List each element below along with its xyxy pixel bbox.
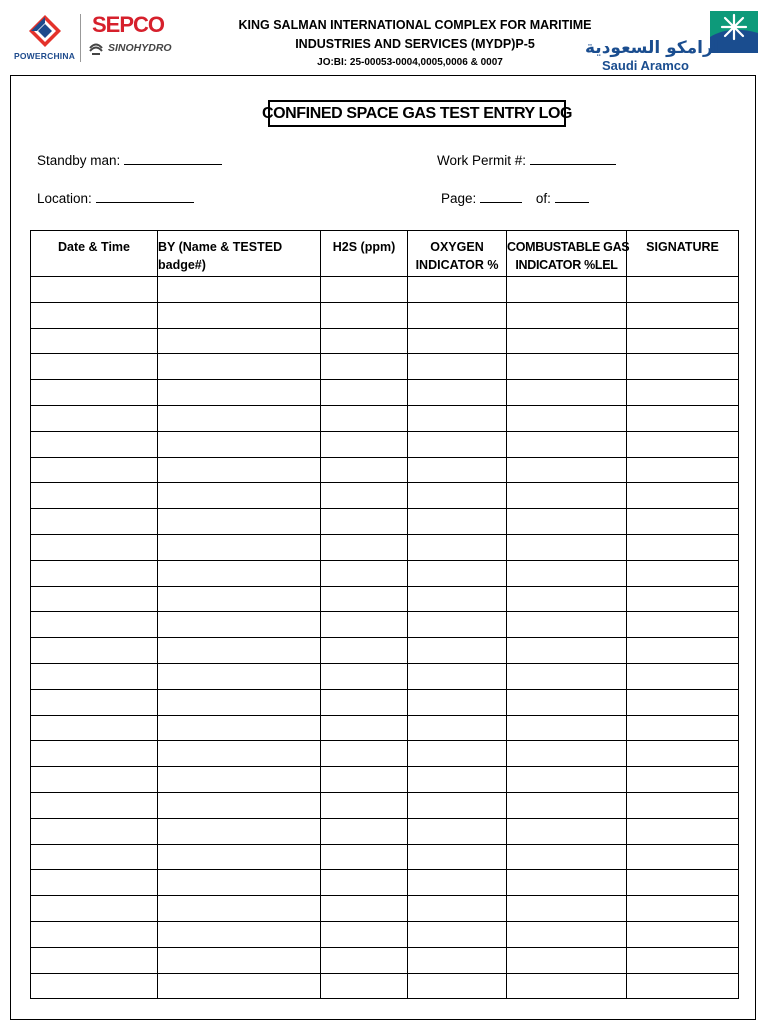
cell-h2s[interactable]: [321, 973, 408, 999]
cell-date-time[interactable]: [31, 431, 158, 457]
cell-date-time[interactable]: [31, 792, 158, 818]
cell-combustable-gas[interactable]: [507, 457, 627, 483]
cell-date-time[interactable]: [31, 380, 158, 406]
cell-oxygen[interactable]: [408, 586, 507, 612]
cell-signature[interactable]: [627, 612, 739, 638]
table-row: [31, 715, 739, 741]
cell-h2s[interactable]: [321, 896, 408, 922]
cell-date-time[interactable]: [31, 560, 158, 586]
cell-combustable-gas[interactable]: [507, 405, 627, 431]
cell-h2s[interactable]: [321, 767, 408, 793]
cell-oxygen[interactable]: [408, 921, 507, 947]
cell-tested-by[interactable]: [158, 457, 321, 483]
cell-signature[interactable]: [627, 431, 739, 457]
cell-date-time[interactable]: [31, 534, 158, 560]
cell-tested-by[interactable]: [158, 560, 321, 586]
cell-oxygen[interactable]: [408, 663, 507, 689]
cell-h2s[interactable]: [321, 328, 408, 354]
header-h2s: H2S (ppm): [321, 231, 408, 277]
cell-combustable-gas[interactable]: [507, 560, 627, 586]
cell-oxygen[interactable]: [408, 380, 507, 406]
cell-combustable-gas[interactable]: [507, 328, 627, 354]
table-row: [31, 792, 739, 818]
sepco-label: SEPCO: [92, 12, 165, 37]
cell-tested-by[interactable]: [158, 663, 321, 689]
cell-oxygen[interactable]: [408, 844, 507, 870]
cell-oxygen[interactable]: [408, 534, 507, 560]
cell-tested-by[interactable]: [158, 715, 321, 741]
aramco-latin-name: Saudi Aramco: [602, 58, 689, 73]
table-row: [31, 509, 739, 535]
table-row: [31, 612, 739, 638]
cell-signature[interactable]: [627, 405, 739, 431]
cell-h2s[interactable]: [321, 638, 408, 664]
cell-date-time[interactable]: [31, 483, 158, 509]
cell-oxygen[interactable]: [408, 431, 507, 457]
cell-combustable-gas[interactable]: [507, 431, 627, 457]
document-header: [0, 0, 768, 75]
standby-man-blank[interactable]: [124, 152, 222, 165]
cell-tested-by[interactable]: [158, 509, 321, 535]
table-row: [31, 380, 739, 406]
cell-tested-by[interactable]: [158, 870, 321, 896]
cell-h2s[interactable]: [321, 818, 408, 844]
cell-h2s[interactable]: [321, 612, 408, 638]
of-label: of:: [535, 191, 551, 206]
cell-h2s[interactable]: [321, 741, 408, 767]
cell-h2s[interactable]: [321, 947, 408, 973]
cell-signature[interactable]: [627, 380, 739, 406]
cell-h2s[interactable]: [321, 483, 408, 509]
cell-tested-by[interactable]: [158, 818, 321, 844]
table-row: [31, 870, 739, 896]
cell-oxygen[interactable]: [408, 973, 507, 999]
cell-combustable-gas[interactable]: [507, 663, 627, 689]
table-row: [31, 457, 739, 483]
cell-tested-by[interactable]: [158, 380, 321, 406]
cell-tested-by[interactable]: [158, 431, 321, 457]
cell-signature[interactable]: [627, 277, 739, 303]
cell-signature[interactable]: [627, 896, 739, 922]
cell-date-time[interactable]: [31, 947, 158, 973]
table-row: [31, 638, 739, 664]
cell-combustable-gas[interactable]: [507, 689, 627, 715]
location-blank[interactable]: [96, 190, 194, 203]
cell-signature[interactable]: [627, 818, 739, 844]
cell-tested-by[interactable]: [158, 405, 321, 431]
cell-date-time[interactable]: [31, 277, 158, 303]
sinohydro-label: SINOHYDRO: [108, 42, 172, 54]
table-row: [31, 844, 739, 870]
cell-tested-by[interactable]: [158, 534, 321, 560]
cell-tested-by[interactable]: [158, 947, 321, 973]
standby-man-field: [37, 152, 222, 168]
sepco-logo: [88, 12, 172, 62]
table-row: [31, 405, 739, 431]
cell-signature[interactable]: [627, 509, 739, 535]
cell-signature[interactable]: [627, 483, 739, 509]
cell-h2s[interactable]: [321, 405, 408, 431]
cell-combustable-gas[interactable]: [507, 741, 627, 767]
project-title-line2: INDUSTRIES AND SERVICES (MYDP)P-5: [295, 37, 535, 51]
cell-signature[interactable]: [627, 844, 739, 870]
cell-h2s[interactable]: [321, 302, 408, 328]
cell-combustable-gas[interactable]: [507, 921, 627, 947]
powerchina-logo: [14, 14, 76, 64]
cell-date-time[interactable]: [31, 896, 158, 922]
header-date-time: Date & Time: [31, 231, 158, 277]
cell-date-time[interactable]: [31, 689, 158, 715]
table-row: [31, 302, 739, 328]
table-row: [31, 534, 739, 560]
table-row: [31, 663, 739, 689]
cell-h2s[interactable]: [321, 844, 408, 870]
cell-h2s[interactable]: [321, 870, 408, 896]
page-field: [441, 190, 589, 206]
cell-oxygen[interactable]: [408, 483, 507, 509]
table-row: [31, 818, 739, 844]
cell-combustable-gas[interactable]: [507, 534, 627, 560]
table-row: [31, 741, 739, 767]
cell-signature[interactable]: [627, 870, 739, 896]
cell-combustable-gas[interactable]: [507, 612, 627, 638]
cell-h2s[interactable]: [321, 663, 408, 689]
cell-signature[interactable]: [627, 534, 739, 560]
cell-oxygen[interactable]: [408, 638, 507, 664]
cell-oxygen[interactable]: [408, 509, 507, 535]
cell-oxygen[interactable]: [408, 405, 507, 431]
cell-oxygen[interactable]: [408, 354, 507, 380]
cell-oxygen[interactable]: [408, 302, 507, 328]
cell-combustable-gas[interactable]: [507, 354, 627, 380]
project-title-line1: KING SALMAN INTERNATIONAL COMPLEX FOR MARITIME: [238, 18, 592, 32]
cell-signature[interactable]: [627, 767, 739, 793]
cell-date-time[interactable]: [31, 844, 158, 870]
cell-h2s[interactable]: [321, 560, 408, 586]
page-number-blank[interactable]: [480, 190, 522, 203]
cell-h2s[interactable]: [321, 792, 408, 818]
aramco-arabic-name: ارامكو السعودية: [585, 38, 719, 58]
cell-combustable-gas[interactable]: [507, 277, 627, 303]
cell-date-time[interactable]: [31, 818, 158, 844]
cell-date-time[interactable]: [31, 405, 158, 431]
header-oxygen: OXYGEN INDICATOR %: [408, 231, 507, 277]
powerchina-mark-icon: [28, 14, 62, 48]
cell-signature[interactable]: [627, 973, 739, 999]
cell-combustable-gas[interactable]: [507, 586, 627, 612]
cell-signature[interactable]: [627, 560, 739, 586]
work-permit-blank[interactable]: [530, 152, 616, 165]
page-label: Page:: [441, 191, 477, 206]
cell-tested-by[interactable]: [158, 844, 321, 870]
cell-oxygen[interactable]: [408, 870, 507, 896]
form-title: CONFINED SPACE GAS TEST ENTRY LOG: [268, 100, 566, 127]
table-row: [31, 947, 739, 973]
table-row: [31, 431, 739, 457]
cell-h2s[interactable]: [321, 715, 408, 741]
cell-oxygen[interactable]: [408, 457, 507, 483]
cell-date-time[interactable]: [31, 457, 158, 483]
cell-date-time[interactable]: [31, 973, 158, 999]
cell-oxygen[interactable]: [408, 896, 507, 922]
header-tested-by: BY (Name & TESTED badge#): [158, 231, 321, 277]
cell-combustable-gas[interactable]: [507, 947, 627, 973]
cell-oxygen[interactable]: [408, 612, 507, 638]
cell-tested-by[interactable]: [158, 741, 321, 767]
cell-h2s[interactable]: [321, 457, 408, 483]
cell-oxygen[interactable]: [408, 328, 507, 354]
cell-h2s[interactable]: [321, 354, 408, 380]
cell-h2s[interactable]: [321, 534, 408, 560]
cell-signature[interactable]: [627, 354, 739, 380]
standby-man-label: Standby man:: [37, 153, 121, 168]
sinohydro-mark-icon: [88, 40, 104, 56]
cell-oxygen[interactable]: [408, 715, 507, 741]
powerchina-label: POWERCHINA: [14, 51, 76, 61]
table-row: [31, 354, 739, 380]
table-row: [31, 973, 739, 999]
cell-oxygen[interactable]: [408, 277, 507, 303]
saudi-aramco-logo: [580, 10, 760, 72]
table-row: [31, 328, 739, 354]
table-header-row: [31, 231, 739, 277]
cell-signature[interactable]: [627, 302, 739, 328]
cell-combustable-gas[interactable]: [507, 973, 627, 999]
cell-date-time[interactable]: [31, 741, 158, 767]
cell-date-time[interactable]: [31, 354, 158, 380]
cell-date-time[interactable]: [31, 663, 158, 689]
cell-signature[interactable]: [627, 715, 739, 741]
cell-signature[interactable]: [627, 638, 739, 664]
cell-signature[interactable]: [627, 792, 739, 818]
cell-tested-by[interactable]: [158, 792, 321, 818]
work-permit-field: [437, 152, 616, 168]
cell-h2s[interactable]: [321, 509, 408, 535]
cell-signature[interactable]: [627, 663, 739, 689]
cell-combustable-gas[interactable]: [507, 767, 627, 793]
cell-combustable-gas[interactable]: [507, 844, 627, 870]
cell-tested-by[interactable]: [158, 302, 321, 328]
cell-tested-by[interactable]: [158, 277, 321, 303]
cell-oxygen[interactable]: [408, 792, 507, 818]
cell-combustable-gas[interactable]: [507, 896, 627, 922]
cell-tested-by[interactable]: [158, 328, 321, 354]
cell-h2s[interactable]: [321, 586, 408, 612]
cell-tested-by[interactable]: [158, 612, 321, 638]
table-row: [31, 586, 739, 612]
cell-date-time[interactable]: [31, 870, 158, 896]
cell-date-time[interactable]: [31, 767, 158, 793]
cell-tested-by[interactable]: [158, 689, 321, 715]
cell-signature[interactable]: [627, 328, 739, 354]
cell-signature[interactable]: [627, 947, 739, 973]
cell-combustable-gas[interactable]: [507, 483, 627, 509]
cell-tested-by[interactable]: [158, 638, 321, 664]
table-row: [31, 483, 739, 509]
cell-oxygen[interactable]: [408, 689, 507, 715]
cell-oxygen[interactable]: [408, 947, 507, 973]
cell-date-time[interactable]: [31, 715, 158, 741]
table-row: [31, 921, 739, 947]
cell-combustable-gas[interactable]: [507, 870, 627, 896]
cell-date-time[interactable]: [31, 586, 158, 612]
cell-combustable-gas[interactable]: [507, 302, 627, 328]
location-field: [37, 190, 194, 206]
cell-combustable-gas[interactable]: [507, 792, 627, 818]
cell-date-time[interactable]: [31, 509, 158, 535]
cell-h2s[interactable]: [321, 921, 408, 947]
cell-combustable-gas[interactable]: [507, 715, 627, 741]
work-permit-label: Work Permit #:: [437, 153, 527, 168]
table-row: [31, 896, 739, 922]
cell-oxygen[interactable]: [408, 767, 507, 793]
table-row: [31, 689, 739, 715]
cell-tested-by[interactable]: [158, 973, 321, 999]
cell-combustable-gas[interactable]: [507, 380, 627, 406]
header-combustable-gas: COMBUSTABLE GAS INDICATOR %LEL: [507, 231, 627, 277]
cell-date-time[interactable]: [31, 638, 158, 664]
cell-oxygen[interactable]: [408, 818, 507, 844]
table-row: [31, 277, 739, 303]
cell-signature[interactable]: [627, 921, 739, 947]
cell-h2s[interactable]: [321, 431, 408, 457]
cell-tested-by[interactable]: [158, 896, 321, 922]
logo-divider: [80, 14, 81, 62]
cell-signature[interactable]: [627, 689, 739, 715]
cell-signature[interactable]: [627, 741, 739, 767]
cell-tested-by[interactable]: [158, 767, 321, 793]
cell-combustable-gas[interactable]: [507, 638, 627, 664]
cell-date-time[interactable]: [31, 612, 158, 638]
cell-h2s[interactable]: [321, 689, 408, 715]
cell-h2s[interactable]: [321, 380, 408, 406]
cell-date-time[interactable]: [31, 328, 158, 354]
header-signature: SIGNATURE: [627, 231, 739, 277]
page-total-blank[interactable]: [555, 190, 589, 203]
cell-combustable-gas[interactable]: [507, 509, 627, 535]
cell-tested-by[interactable]: [158, 921, 321, 947]
cell-date-time[interactable]: [31, 921, 158, 947]
cell-signature[interactable]: [627, 586, 739, 612]
job-number: JO:BI: 25-00053-0004,0005,0006 & 0007: [317, 57, 503, 68]
gas-test-log-table: [30, 230, 739, 999]
table-body: [31, 277, 739, 999]
table-row: [31, 560, 739, 586]
cell-oxygen[interactable]: [408, 560, 507, 586]
cell-combustable-gas[interactable]: [507, 818, 627, 844]
cell-tested-by[interactable]: [158, 483, 321, 509]
cell-tested-by[interactable]: [158, 354, 321, 380]
cell-oxygen[interactable]: [408, 741, 507, 767]
location-label: Location:: [37, 191, 92, 206]
cell-tested-by[interactable]: [158, 586, 321, 612]
cell-date-time[interactable]: [31, 302, 158, 328]
cell-h2s[interactable]: [321, 277, 408, 303]
table-row: [31, 767, 739, 793]
cell-signature[interactable]: [627, 457, 739, 483]
